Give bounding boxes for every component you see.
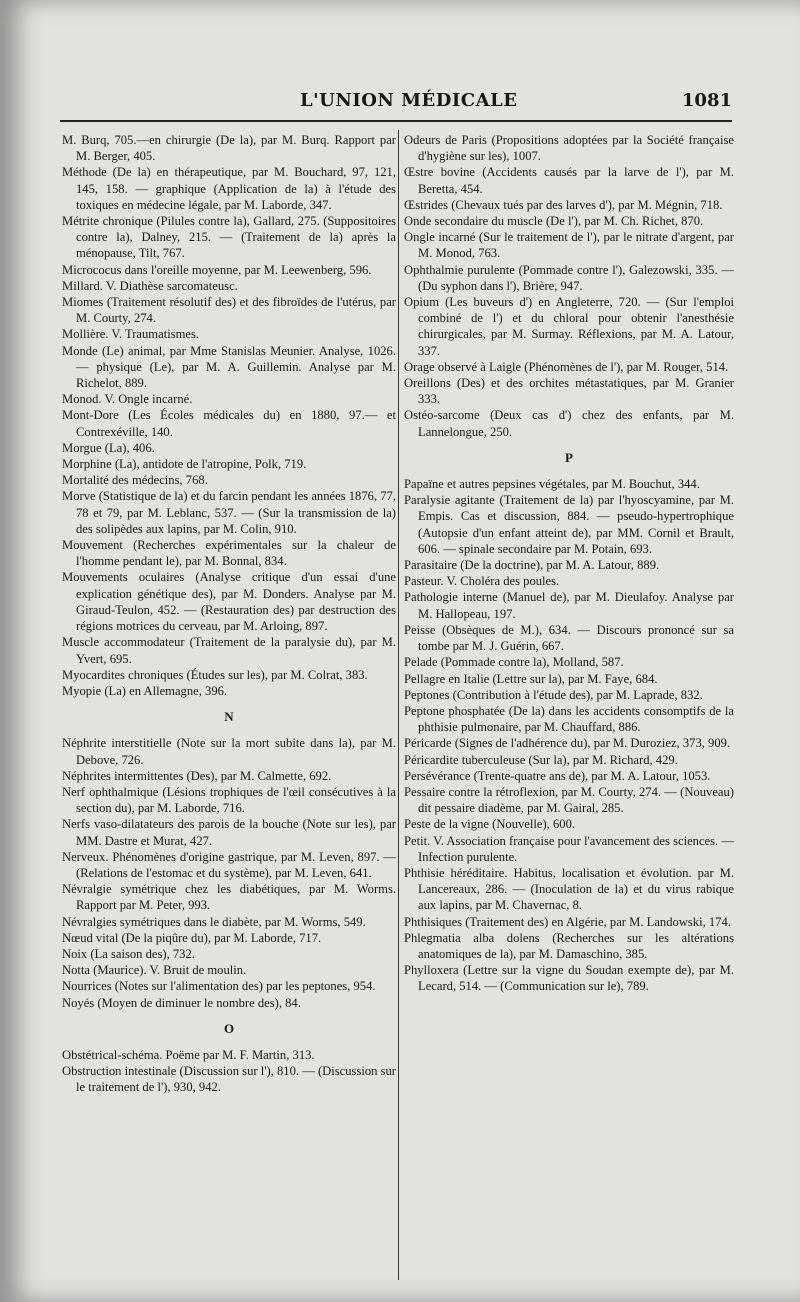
index-entry: Nœud vital (De la piqûre du), par M. Laborde, 717. [62, 930, 322, 945]
index-entry: Parasitaire (De la doctrine), par M. A. Latour, 889. [404, 558, 660, 573]
index-entry: Monde (Le) animal, par Mme Stanislas Meunier. Analyse, 1026. — physique (Le), par M. A. Guillemin. Analyse par M. Richelot, 889. [62, 343, 396, 391]
index-entry: Myocardites chroniques (Études sur les), par M. Colrat, 383. [62, 667, 368, 682]
page-header [60, 86, 732, 122]
index-entry: Névralgies symétriques dans le diabète, par M. Worms, 549. [62, 914, 366, 929]
index-entry: Pasteur. V. Choléra des poules. [404, 574, 560, 589]
index-entry: Noyés (Moyen de diminuer le nombre des), 84. [62, 995, 301, 1010]
index-entry: Morgue (La), 406. [62, 440, 155, 455]
index-entry: Nourrices (Notes sur l'alimentation des) par les peptones, 954. [62, 979, 376, 994]
index-entry: Métrite chronique (Pilules contre la), Gallard, 275. (Suppositoires contre la), Dalney, 215. — (Traitement de la) après la ménopause, Tilt, 767. [62, 214, 396, 261]
index-entry: Oreillons (Des) et des orchites métastatiques, par M. Granier 333. [404, 376, 734, 407]
index-entry: Nerfs vaso-dilatateurs des parois de la bouche (Note sur les), par MM. Dastre et Murat, 427. [62, 817, 396, 848]
index-entry: Phylloxera (Lettre sur la vigne du Soudan exempte de), par M. Lecard, 514. — (Communication sur le), 789. [404, 963, 734, 994]
index-entry: Ostéo-sarcome (Deux cas d') chez des enfants, par M. Lannelongue, 250. [404, 408, 734, 439]
index-entry: Néphrites intermittentes (Des), par M. Calmette, 692. [62, 768, 332, 783]
index-entry: Ophthalmie purulente (Pommade contre l'), Galezowski, 335. — (Du syphon dans l'), Brière, 947. [404, 262, 734, 293]
index-entry: Néphrite interstitielle (Note sur la mort subite dans la), par M. Debove, 726. [62, 736, 396, 767]
index-entry: Mouvement (Recherches expérimentales sur la chaleur de l'homme pendant le), par M. Bonnal, 834. [62, 538, 396, 569]
index-entry: Phlegmatia alba dolens (Recherches sur les altérations anatomiques de la), par M. Damaschino, 385. [404, 930, 734, 961]
index-entry: Micrococus dans l'oreille moyenne, par M. Leewenberg, 596. [62, 262, 372, 277]
index-entry: Pellagre en Italie (Lettre sur la), par M. Faye, 684. [404, 671, 658, 686]
index-entry: Noix (La saison des), 732. [62, 946, 195, 961]
index-entry: Œstrides (Chevaux tués par des larves d'), par M. Mégnin, 718. [404, 197, 723, 212]
index-entry: Petit. V. Association française pour l'avancement des sciences. — Infection purulente. [404, 833, 734, 864]
section-letter: P [565, 449, 573, 465]
index-entry: Peptone phosphatée (De la) dans les accidents consomptifs de la phthisie pulmonaire, par M. Chauffard, 886. [404, 703, 734, 735]
index-entry: Muscle accommodateur (Traitement de la paralysie du), par M. Yvert, 695. [62, 635, 396, 666]
index-entry: Obstruction intestinale (Discussion sur l'), 810. — (Discussion sur le traitement de l'), 930, 942. [62, 1064, 396, 1095]
column-divider [398, 130, 399, 1280]
index-entry: Mollière. V. Traumatismes. [62, 327, 200, 342]
index-entry: Persévérance (Trente-quatre ans de), par M. A. Latour, 1053. [404, 768, 711, 783]
index-entry: Ongle incarné (Sur le traitement de l'), par le nitrate d'argent, par M. Monod, 763. [404, 230, 734, 261]
index-entry: Papaïne et autres pepsines végétales, par M. Bouchut, 344. [404, 477, 700, 492]
index-entry: Mouvements oculaires (Analyse critique d'un essai d'une explication génétique des), par M. Donders. Analyse par M. Giraud-Teulon, 452. — (Restauration des) par destruction des régions motrices du cerveau, par M. Arloing, 897. [62, 570, 396, 634]
left-column [62, 132, 396, 1096]
index-entry: Mont-Dore (Les Écoles médicales du) en 1880, 97.— et Contrexéville, 140. [62, 408, 396, 439]
index-entry: Obstétrical-schéma. Poëme par M. F. Martin, 313. [62, 1047, 315, 1062]
index-entry: Péricardite tuberculeuse (Sur la), par M. Richard, 429. [404, 752, 678, 767]
index-entry: Peisse (Obsèques de M.), 634. — Discours prononcé sur sa tombe par M. J. Guérin, 667. [404, 622, 734, 654]
section-letter: O [223, 1020, 235, 1036]
index-entry: Morphine (La), antidote de l'atropine, Polk, 719. [62, 457, 307, 472]
index-entry: Orage observé à Laigle (Phénomènes de l'), par M. Rouger, 514. [404, 359, 729, 374]
index-entry: Morve (Statistique de la) et du farcin pendant les années 1876, 77, 78 et 79, par M. Leblanc, 537. — (Sur la transmission de la) des solipèdes aux lapins, par M. Colin, 910. [62, 489, 396, 536]
right-column [404, 132, 734, 995]
index-entry: Opium (Les buveurs d') en Angleterre, 720. — (Sur l'emploi combiné de l') et du chloral pour obtenir l'anesthésie chirurgicales, par M. Surmay. Réflexions, par M. A. Latour, 337. [404, 295, 734, 358]
index-entry: Phthisie héréditaire. Habitus, localisation et évolution. par M. Lancereaux, 286. — (Inoculation de la) et du virus rabique aux lapins, par M. Chavernac, 8. [404, 865, 734, 913]
index-entry: Pessaire contre la rétroflexion, par M. Courty, 274. — (Nouveau) dit pessaire diadème, par M. Gairal, 285. [404, 784, 734, 816]
index-entry: Odeurs de Paris (Propositions adoptées par la Société française d'hygiène sur les), 1007. [404, 133, 734, 164]
index-entry: Notta (Maurice). V. Bruit de moulin. [62, 963, 247, 978]
index-entry: Myopie (La) en Allemagne, 396. [62, 683, 228, 698]
index-entry: Monod. V. Ongle incarné. [62, 392, 193, 407]
index-entry: Peste de la vigne (Nouvelle), 600. [404, 817, 576, 832]
index-entry: Nerveux. Phénomènes d'origine gastrique, par M. Leven, 897. — (Relations de l'estomac et du système), par M. Leven, 641. [62, 849, 396, 880]
index-entry: Pathologie interne (Manuel de), par M. Dieulafoy. Analyse par M. Hallopeau, 197. [404, 590, 734, 621]
index-entry: Névralgie symétrique chez les diabétiques, par M. Worms. Rapport par M. Peter, 993. [62, 882, 396, 913]
section-letter: N [224, 709, 234, 725]
index-entry: M. Burq, 705.—en chirurgie (De la), par M. Burq. Rapport par M. Berger, 405. [62, 133, 396, 164]
index-entry: Méthode (De la) en thérapeutique, par M. Bouchard, 97, 121, 145, 158. — graphique (Application de la) à l'étude des toxiques en médecine légale, par M. Laborde, 347. [62, 165, 396, 212]
index-entry: Nerf ophthalmique (Lésions trophiques de l'œil consécutives à la section du), par M. Laborde, 716. [62, 784, 396, 816]
index-entry: Onde secondaire du muscle (De l'), par M. Ch. Richet, 870. [404, 214, 704, 229]
index-entry: Millard. V. Diathèse sarcomateusc. [62, 278, 238, 293]
index-entry: Paralysie agitante (Traitement de la) par l'hyoscyamine, par M. Empis. Cas et discussion, 884. — pseudo-hypertrophique (Autopsie d'un enfant atteint de), par MM. Cornil et Brault, 606. — spinale secondaire par M. Potain, 693. [404, 493, 734, 556]
index-entry: Œstre bovine (Accidents causés par la larve de l'), par M. Beretta, 454. [404, 165, 734, 196]
page-number: 1081 [681, 90, 732, 111]
index-entry: Mortalité des médecins, 768. [62, 473, 208, 488]
index-entry: Pelade (Pommade contre la), Molland, 587. [404, 655, 624, 670]
index-entry: Phthisiques (Traitement des) en Algérie, par M. Landowski, 174. [404, 914, 731, 929]
index-entry: Péricarde (Signes de l'adhérence du), par M. Duroziez, 373, 909. [404, 736, 731, 751]
running-title: L'UNION MÉDICALE [300, 90, 518, 111]
index-entry: Peptones (Contribution à l'étude des), par M. Laprade, 832. [404, 687, 703, 702]
index-entry: Miomes (Traitement résolutif des) et des fibroïdes de l'utérus, par M. Courty, 274. [62, 295, 396, 326]
